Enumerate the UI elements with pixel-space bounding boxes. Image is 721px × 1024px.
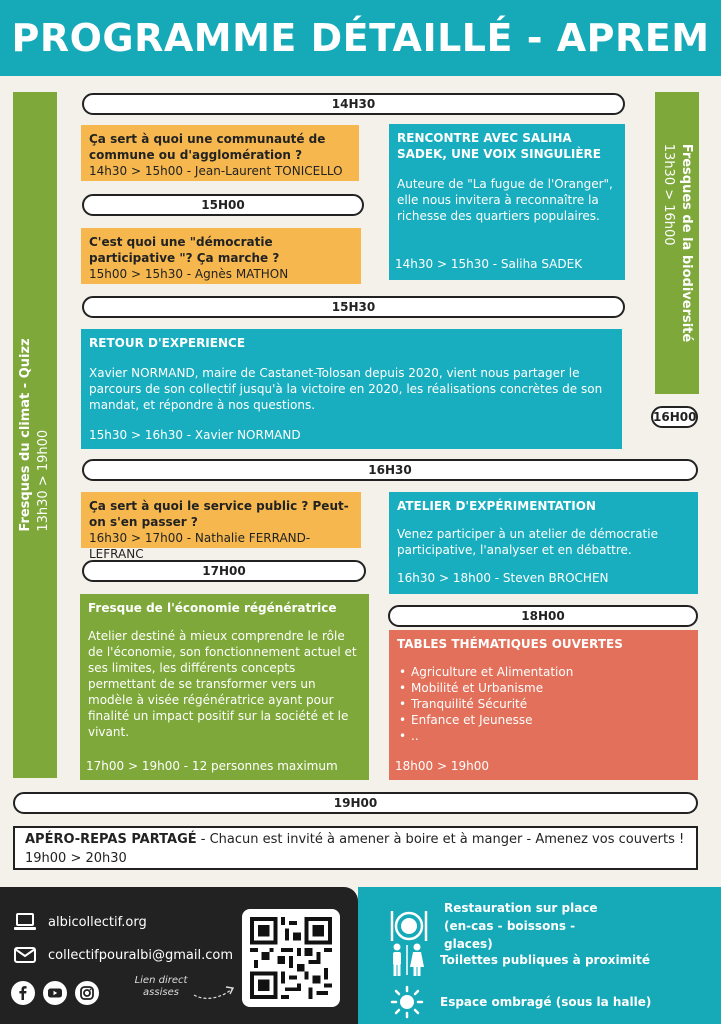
apero-time: 19h00 > 20h30 bbox=[25, 851, 127, 866]
event-title: RENCONTRE AVEC SALIHA SADEK, UNE VOIX SINGULIÈRE bbox=[397, 131, 601, 161]
side-left-time: 13h30 > 19h00 bbox=[36, 429, 51, 532]
laptop-icon bbox=[14, 913, 36, 931]
time-14h30: 14H30 bbox=[82, 93, 625, 115]
event-desc: Venez participer à un atelier de démocratie participative, l'analyser et en débattre. bbox=[397, 527, 658, 557]
service-toilettes bbox=[388, 943, 650, 977]
event-saliha bbox=[389, 124, 625, 280]
event-meta: 17h00 > 19h00 - 12 personnes maximum bbox=[86, 759, 338, 773]
list-item: • Mobilité et Urbanisme bbox=[397, 680, 690, 696]
time-19h00: 19H00 bbox=[13, 792, 698, 814]
event-meta: 14h30 > 15h30 - Saliha SADEK bbox=[395, 257, 583, 271]
sun-icon bbox=[388, 985, 426, 1019]
event-desc: Auteure de "La fugue de l'Oranger", elle nous invitera à reconnaître la richesse des quartiers populaires. bbox=[397, 177, 613, 223]
event-retour bbox=[81, 329, 622, 449]
apero-title: APÉRO-REPAS PARTAGÉ bbox=[25, 832, 197, 847]
service-label: Espace ombragé (sous la halle) bbox=[440, 995, 652, 1009]
time-18h00: 18H00 bbox=[388, 605, 698, 627]
event-title: Ça sert à quoi le service public ? Peut-on s'en passer ? bbox=[89, 499, 349, 529]
event-title: RETOUR D'EXPERIENCE bbox=[89, 336, 246, 350]
event-economie bbox=[80, 594, 369, 780]
email-link[interactable] bbox=[14, 947, 233, 963]
footer-services bbox=[358, 887, 721, 1024]
event-atelier bbox=[389, 492, 698, 594]
time-16h00: 16H00 bbox=[651, 406, 698, 428]
event-service bbox=[81, 492, 361, 561]
event-title: Fresque de l'économie régénératrice bbox=[88, 601, 337, 615]
apero-desc: - Chacun est invité à amener à boire et à manger - Amenez vos couverts ! bbox=[196, 832, 685, 847]
service-label: Restauration sur place (en-cas - boissons - glaces) bbox=[444, 901, 598, 951]
time-15h00: 15H00 bbox=[82, 194, 364, 216]
list-item: • .. bbox=[397, 728, 690, 744]
time-17h00: 17H00 bbox=[82, 560, 366, 582]
event-meta: 14h30 > 15h00 - Jean-Laurent TONICELLO bbox=[89, 164, 343, 178]
time-16h30: 16H30 bbox=[82, 459, 698, 481]
service-label: Toilettes publiques à proximité bbox=[440, 953, 651, 967]
event-title: ATELIER D'EXPÉRIMENTATION bbox=[397, 499, 596, 513]
footer-contact bbox=[0, 887, 358, 1024]
apero-box bbox=[13, 826, 698, 870]
event-meta: 18h00 > 19h00 bbox=[395, 759, 489, 773]
event-democratie bbox=[81, 228, 361, 284]
event-meta: 16h30 > 18h00 - Steven BROCHEN bbox=[397, 571, 609, 585]
arrow-icon bbox=[192, 981, 238, 1001]
plate-icon bbox=[388, 907, 430, 945]
list-item: • Agriculture et Alimentation bbox=[397, 664, 690, 680]
event-communaute bbox=[81, 125, 359, 181]
side-right-title: Fresques de la biodiversité bbox=[679, 143, 694, 343]
mail-icon bbox=[14, 947, 36, 963]
event-title: TABLES THÉMATIQUES OUVERTES bbox=[397, 637, 623, 651]
side-left-title: Fresques du climat - Quizz bbox=[18, 338, 33, 532]
event-meta: 16h30 > 17h00 - Nathalie FERRAND-LEFRANC bbox=[89, 531, 311, 561]
event-meta: 15h30 > 16h30 - Xavier NORMAND bbox=[89, 428, 301, 442]
event-desc: Atelier destiné à mieux comprendre le rôle de l'économie, son fonctionnement actuel et ses limites, les différents concepts permettant de se transformer vers un modèle à visée régénératrice ayant pour finalité un impact positif sur la société et le vivant. bbox=[88, 629, 357, 739]
list-item: • Enfance et Jeunesse bbox=[397, 712, 690, 728]
email-text: collectifpouralbi@gmail.com bbox=[48, 947, 233, 963]
event-desc: Xavier NORMAND, maire de Castanet-Tolosan depuis 2020, vient nous partager le parcours de son collectif jusqu'à la victoire en 2020, les réalisations concrètes de son mandat, et répondre à nos questions. bbox=[89, 366, 603, 412]
event-title: C'est quoi une "démocratie participative "? Ça marche ? bbox=[89, 235, 280, 265]
event-meta: 15h00 > 15h30 - Agnès MATHON bbox=[89, 267, 289, 281]
website-link[interactable] bbox=[14, 913, 147, 931]
topic-list bbox=[397, 664, 690, 744]
qr-code-icon bbox=[250, 917, 332, 999]
time-15h30: 15H30 bbox=[82, 296, 625, 318]
event-title: Ça sert à quoi une communauté de commune ou d'agglomération ? bbox=[89, 132, 326, 162]
page-title: PROGRAMME DÉTAILLÉ - APREM bbox=[0, 0, 721, 76]
instagram-icon[interactable] bbox=[75, 981, 99, 1005]
qr-caption: Lien direct assises bbox=[134, 975, 188, 998]
side-bar-climate bbox=[13, 92, 57, 778]
toilet-icon bbox=[388, 943, 426, 977]
website-text: albicollectif.org bbox=[48, 914, 147, 930]
facebook-icon[interactable] bbox=[11, 981, 35, 1005]
side-bar-biodiversity bbox=[655, 92, 699, 394]
side-right-time: 13h30 > 16h00 bbox=[661, 143, 676, 246]
service-ombre bbox=[388, 985, 651, 1019]
youtube-icon[interactable] bbox=[43, 981, 67, 1005]
list-item: • Tranquilité Sécurité bbox=[397, 696, 690, 712]
event-tables bbox=[389, 630, 698, 780]
qr-code[interactable] bbox=[242, 909, 340, 1007]
